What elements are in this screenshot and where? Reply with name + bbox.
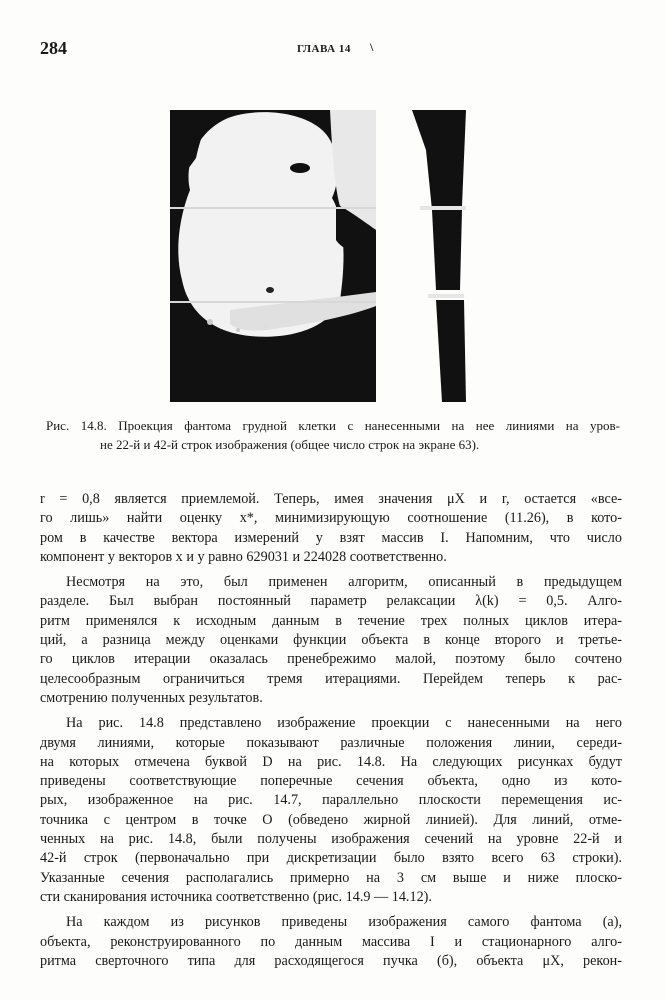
paragraph xyxy=(40,714,622,907)
text-line: целесообразным ограничиться тремя итерациями. Перейдем теперь к рас- xyxy=(40,670,622,687)
text-line: го лишь» найти оценку x*, минимизирующую соотношение (11.26), в кото- xyxy=(40,510,622,527)
speckle xyxy=(236,328,240,332)
page-number: 284 xyxy=(40,38,67,58)
text-line: компонент у векторов x и y равно 629031 и 224028 соответственно. xyxy=(40,548,447,565)
speckle xyxy=(264,324,269,329)
caption-line: Рис. 14.8. Проекция фантома грудной клетки с нанесенными на нее линиями на уров- xyxy=(46,418,620,433)
dark-spot xyxy=(290,163,310,173)
chapter-title: ГЛАВА 14 xyxy=(297,43,351,55)
text-line: Несмотря на это, был применен алгоритм, описанный в предыдущем xyxy=(66,574,622,591)
text-line: го циклов итерации оказалась пренебрежимо малой, поэтому было сочтено xyxy=(40,651,622,668)
text-line: ций, а разница между оценками функции объекта в конце второго и третье- xyxy=(40,632,622,649)
text-line: 42-й строк (первоначально при дискретизации было взято всего 63 строки). xyxy=(40,850,622,867)
text-line: разделе. Был выбран постоянный параметр релаксации λ(k) = 0,5. Алго- xyxy=(40,593,622,610)
text-line: объекта, реконструированного по данным массива I и стационарного алго- xyxy=(40,933,622,950)
text-line: На рис. 14.8 представлено изображение проекции с нанесенными на него xyxy=(66,715,622,732)
text-line: ритма сверточного типа для расходящегося пучка (б), объекта μX, рекон- xyxy=(40,952,622,969)
text-line: смотрению полученных результатов. xyxy=(40,689,263,706)
stray-mark: \ xyxy=(370,40,374,54)
text-line: на которых отмечена буквой D на рис. 14.8. На следующих рисунках будут xyxy=(40,753,622,770)
paragraph xyxy=(40,913,622,971)
caption-line: не 22-й и 42-й строк изображения (общее число строк на экране 63). xyxy=(100,437,480,452)
text-line: точника с центром в точке O (обведено жирной линией). Для линий, отме- xyxy=(40,811,622,828)
figure-caption xyxy=(46,416,620,454)
phantom-image xyxy=(170,110,466,402)
strip-middle xyxy=(432,210,462,290)
text-line: r = 0,8 является приемлемой. Теперь, имея значения μX и r, остается «все- xyxy=(40,491,622,507)
text-line: рых, изображенное на рис. 14.7, параллельно плоскости перемещения ис- xyxy=(40,792,622,809)
text-line: Указанные сечения располагались примерно на 3 см выше и ниже плоско- xyxy=(40,869,622,886)
text-line: ром в качестве вектора измерений y взят массив I. Напомним, что число xyxy=(40,529,622,546)
text-line: сти сканирования источника соответственно (рис. 14.9 — 14.12). xyxy=(40,888,432,905)
paragraph xyxy=(40,490,622,567)
phantom-figure xyxy=(170,110,466,402)
text-line: ченных на рис. 14.8, были получены изображения сечений на уровне 22-й и xyxy=(40,831,622,848)
speckle xyxy=(207,319,213,325)
paragraph xyxy=(40,573,622,708)
text-line: На каждом из рисунков приведены изображения самого фантома (а), xyxy=(66,914,622,931)
page-header xyxy=(40,38,625,62)
text-line: приведены соответствующие поперечные сечения объекта, одно из кото- xyxy=(40,773,622,790)
text-line: двумя линиями, которые показывают различные положения линии, середи- xyxy=(40,734,622,751)
text-line: ритм применялся к исходным данным в течение трех полных циклов итера- xyxy=(40,612,622,629)
dark-spot xyxy=(266,287,274,293)
body-text xyxy=(40,490,622,977)
